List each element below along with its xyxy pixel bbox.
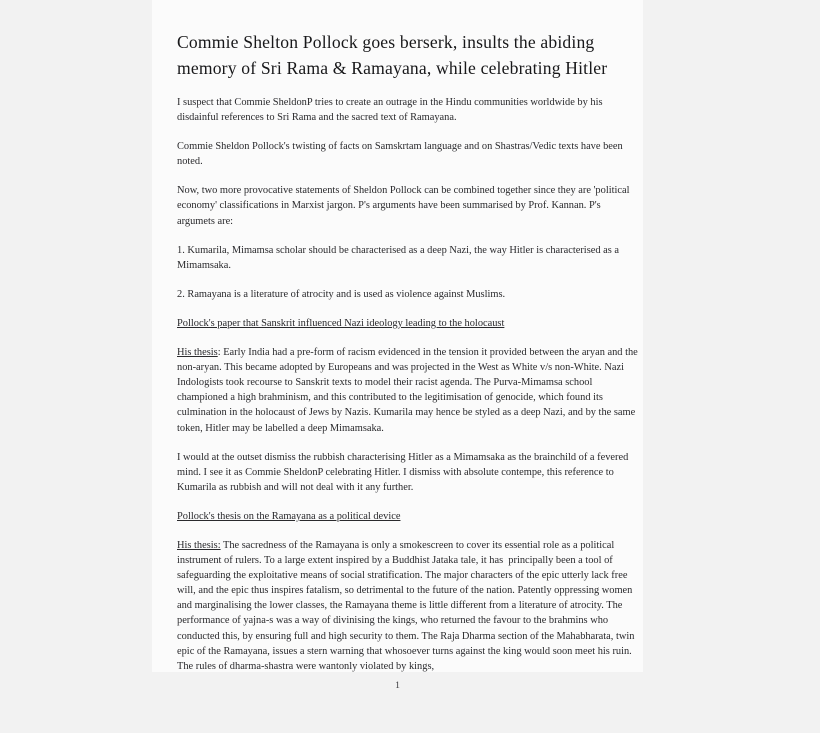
list-item-ramayana: 2. Ramayana is a literature of atrocity and is used as violence against Muslims. xyxy=(177,288,506,300)
paragraph-intro: I suspect that Commie SheldonP tries to create an outrage in the Hindu communities worldwide by his disdainful references to Sri Rama and the sacred text of Ramayana. xyxy=(177,97,606,124)
page-title: Commie Shelton Pollock goes berserk, insults the abiding memory of Sri Rama & Ramayana, while celebrating Hitler xyxy=(177,32,608,78)
page-content xyxy=(177,30,639,674)
paragraph-provocative-statements: Now, two more provocative statements of Sheldon Pollock can be combined together since they are 'political economy' classifications in Marxist jargon. P's arguments have been summarised by Prof. Kannan. P's argumets are: xyxy=(177,185,633,227)
paragraph-dismissal: I would at the outset dismiss the rubbish characterising Hitler as a Mimamsaka as the brainchild of a fevered mind. I see it as Commie SheldonP celebrating Hitler. I dismiss with absolute contempe, this reference to Kumarila as rubbish and will not deal with it any further. xyxy=(177,451,631,493)
thesis-label-one: His thesis xyxy=(177,347,218,359)
page-number: 1 xyxy=(395,680,400,691)
section-heading-nazi-ideology: Pollock's paper that Sanskrit influenced Nazi ideology leading to the holocaust xyxy=(177,317,505,329)
thesis-text-two: The sacredness of the Ramayana is only a smokescreen to cover its essential role as a political instrument of rulers. To a large extent inspired by a Buddhist Jataka tale, it has principally been a tool of safeguarding the exploitative means of social stratification. The major characters of the epic utterly lack free will, and the epic thus inspires fatalism, so detrimental to the future of the nation. Patently oppressing women and marginalising the lower classes, the Ramayana theme is little different from a literature of atrocity. The performance of yajna-s was a way of divinising the kings, who returned the favour to the brahmins who conducted this, by ensuring full and high security to them. The Raja Dharma section of the Mahabharata, twin epic of the Ramayana, issues a stern warning that whosoever turns against the king would soon meet his ruin. The rules of dharma-shastra were wantonly violated by kings, xyxy=(177,539,638,672)
list-item-kumarila: 1. Kumarila, Mimamsa scholar should be characterised as a deep Nazi, the way Hitler is characterised as a Mimamsaka. xyxy=(177,244,622,271)
thesis-text-one: : Early India had a pre-form of racism evidenced in the tension it provided between the aryan and the non-aryan. This became adopted by Europeans and was projected in the West as White v/s non-White. Nazi Indologists took recourse to Sanskrit texts to model their racist agenda. The Purva-Mimamsa school championed a high brahminism, and this contributed to the legitimisation of genocide, which found its culmination in the holocaust of Jews by Nazis. Kumarila may hence be styled as a deep Nazi, and by the same token, Hitler may be labelled a deep Mimamsaka. xyxy=(177,347,641,434)
section-heading-political-device: Pollock's thesis on the Ramayana as a political device xyxy=(177,510,401,522)
document-page xyxy=(152,0,643,672)
paragraph-twisting-facts: Commie Sheldon Pollock's twisting of facts on Samskrtam language and on Shastras/Vedic texts have been noted. xyxy=(177,141,626,168)
paragraph-his-thesis-one xyxy=(177,345,639,436)
paragraph-his-thesis-two xyxy=(177,538,639,674)
thesis-label-two: His thesis: xyxy=(177,539,221,551)
